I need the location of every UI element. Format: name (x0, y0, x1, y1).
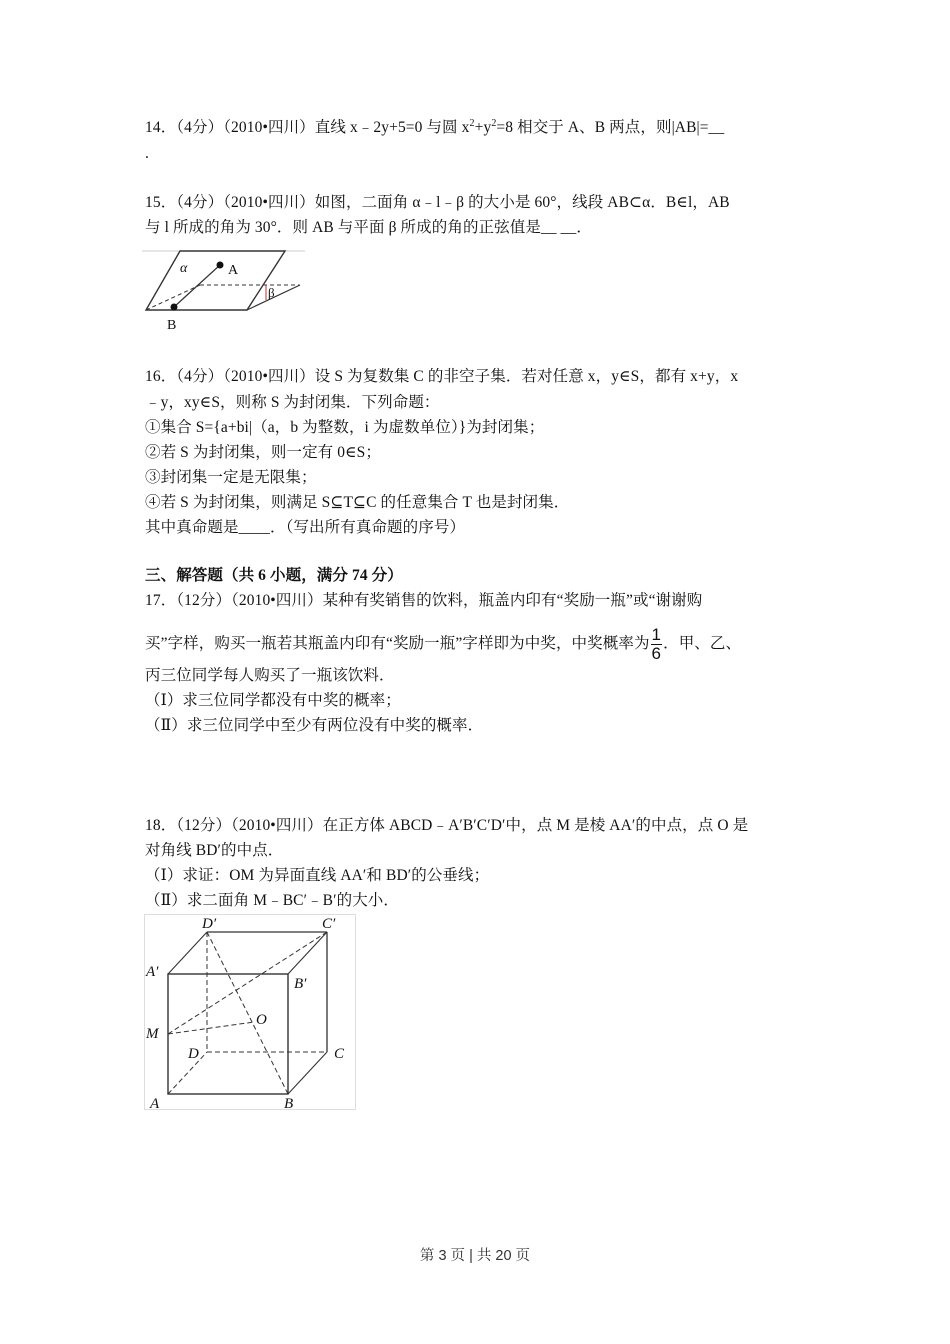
label-a: A (228, 263, 239, 278)
q14-text-b: +y (474, 119, 492, 136)
q18-line1: 18．（12分）（2010•四川）在正方体 ABCD﹣A′B′C′D′中，点 M 是棱 AA′的中点，点 O 是 (145, 817, 749, 834)
q17-line3: 丙三位同学每人购买了一瓶该饮料． (145, 667, 395, 684)
q15-line1: 15．（4分）（2010•四川）如图，二面角 α﹣l﹣β 的大小是 60°，线段 AB⊂α．B∈l，AB (145, 194, 730, 211)
q16-item-1: ①集合 S={a+bi|（a，b 为整数，i 为虚数单位）}为封闭集； (145, 419, 545, 436)
label-beta: β (268, 285, 275, 300)
q14-line2: . (145, 145, 149, 162)
label-b-prime: B′ (294, 976, 307, 992)
q17-part1: （Ⅰ）求三位同学都没有中奖的概率； (145, 692, 401, 709)
q17-text-a: 买”字样，购买一瓶若其瓶盖内印有“奖励一瓶”字样即为中奖，中奖概率为 (145, 635, 650, 653)
q14-text-a: 14．（4分）（2010•四川）直线 x﹣2y+5=0 与圆 x (145, 119, 470, 136)
label-a-prime: A′ (146, 964, 159, 980)
label-c-prime: C′ (322, 916, 336, 932)
q14-line1 (145, 118, 724, 138)
q18-cube-figure (144, 914, 356, 1110)
q18-part1: （Ⅰ）求证：OM 为异面直线 AA′和 BD′的公垂线； (145, 867, 490, 884)
label-alpha: α (180, 261, 188, 276)
section3-heading: 三、解答题（共 6 小题，满分 74 分） (145, 567, 403, 584)
q16-line1: 16．（4分）（2010•四川）设 S 为复数集 C 的非空子集．若对任意 x，y∈S，都有 x+y，x (145, 368, 739, 385)
q16-item-4: ④若 S 为封闭集，则满足 S⊆T⊆C 的任意集合 T 也是封闭集． (145, 494, 570, 511)
q15-dihedral-figure (140, 245, 310, 335)
q16-line2: ﹣y，xy∈S，则称 S 为封闭集．下列命题： (145, 394, 440, 411)
q14-sup-2: 2 (491, 118, 497, 129)
q17-text-b: ．甲、乙、 (663, 635, 742, 653)
q17-part2: （Ⅱ）求三位同学中至少有两位没有中奖的概率． (145, 717, 484, 734)
q14-text-c: =8 相交于 A、B 两点，则|AB|=__ (496, 119, 725, 136)
q17-line2 (145, 626, 741, 663)
page-footer: 第 3 页 | 共 20 页 (419, 1248, 531, 1264)
q17-fraction (651, 626, 663, 663)
q18-part2: （Ⅱ）求二面角 M﹣BC′﹣B′的大小． (145, 892, 399, 909)
fraction-denominator: 6 (651, 644, 662, 663)
q16-answer-line: 其中真命题是____．（写出所有真命题的序号） (145, 519, 466, 536)
q14-sup-1: 2 (469, 118, 475, 129)
label-o: O (256, 1012, 267, 1028)
q16-item-3: ③封闭集一定是无限集； (145, 469, 317, 486)
label-a: A (150, 1096, 160, 1110)
label-c: C (334, 1046, 345, 1062)
q15-line2: 与 l 所成的角为 30°．则 AB 与平面 β 所成的角的正弦值是__ __． (145, 219, 592, 236)
fraction-numerator: 1 (651, 625, 662, 644)
label-d: D (188, 1046, 199, 1062)
label-b: B (284, 1096, 294, 1110)
label-d-prime: D′ (202, 916, 217, 932)
q17-line1: 17．（12分）（2010•四川）某种有奖销售的饮料，瓶盖内印有“奖励一瓶”或“谢谢购 (145, 592, 703, 609)
label-b: B (167, 318, 177, 333)
q18-line2: 对角线 BD′的中点． (145, 842, 284, 859)
q16-item-2: ②若 S 为封闭集，则一定有 0∈S； (145, 444, 381, 461)
label-m: M (146, 1026, 159, 1042)
